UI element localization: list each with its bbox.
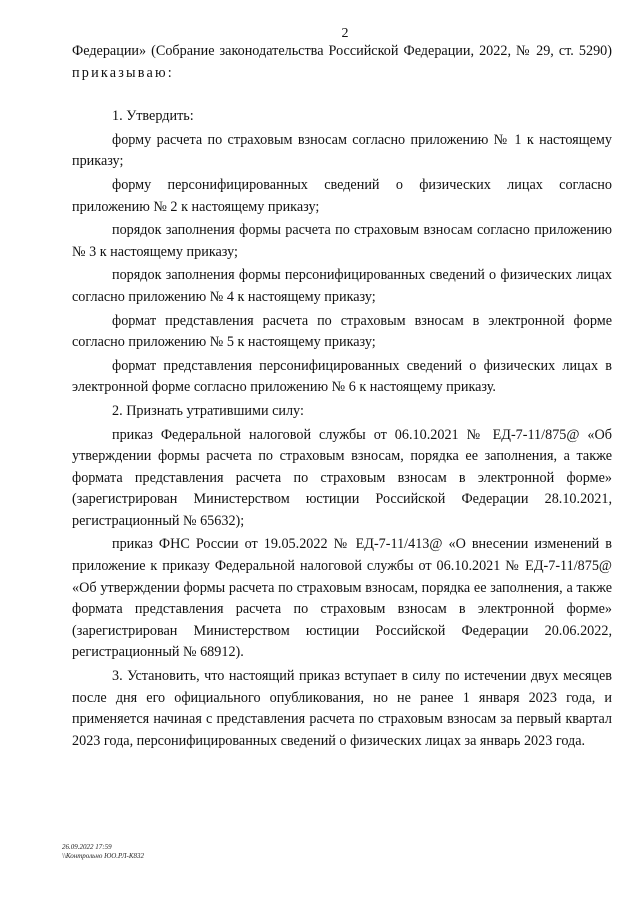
document-footer (62, 843, 144, 861)
section-2-item-2: приказ ФНС России от 19.05.2022 № ЕД-7-11/413@ «О внесении изменений в приложение к приказу Федеральной налоговой службы от 06.10.2021 № ЕД-7-11/875@ «Об утверждении формы расчета по страховым взносам, порядка ее заполнения, а также формата представления расчета по страховым взносам в электронной форме» (зарегистрирован Министерством юстиции Российской Федерации 20.06.2022, регистрационный № 68912). (72, 536, 612, 661)
intro-paragraph (72, 41, 612, 84)
section-1-item-1: форму расчета по страховым взносам согласно приложению № 1 к настоящему приказу; (72, 131, 612, 170)
section-2-heading: 2. Признать утратившими силу: (112, 402, 304, 419)
section-1-item-6: формат представления персонифицированных сведений о физических лицах в электронной форме согласно приложению № 6 к настоящему приказу. (72, 357, 612, 396)
section-1-item-2: форму персонифицированных сведений о физических лицах согласно приложению № 2 к настоящему приказу; (72, 176, 612, 215)
order-word: приказываю: (72, 64, 174, 81)
section-1-item-5: формат представления расчета по страховым взносам в электронной форме согласно приложению № 5 к настоящему приказу; (72, 312, 612, 351)
footer-code: \\Контрольно ЮО.РЛ-К832 (62, 852, 144, 860)
section-1-item-3: порядок заполнения формы расчета по страховым взносам согласно приложению № 3 к настоящему приказу; (72, 222, 612, 260)
footer-timestamp: 26.09.2022 17:59 (62, 843, 112, 851)
section-1-item-4: порядок заполнения формы персонифицированных сведений о физических лицах согласно приложению № 4 к настоящему приказу; (72, 267, 612, 305)
section-1-heading: 1. Утвердить: (112, 108, 194, 125)
page-number: 2 (341, 26, 349, 41)
document-body (72, 41, 612, 752)
section-3-paragraph: 3. Установить, что настоящий приказ вступает в силу по истечении двух месяцев после дня его официального опубликования, но не ранее 1 января 2023 года, и применяется начиная с представления расчета по страховым взносам за первый квартал 2023 года, персонифицированных сведений о физических лицах за январь 2023 года. (72, 668, 612, 749)
section-2-item-1: приказ Федеральной налоговой службы от 06.10.2021 № ЕД-7-11/875@ «Об утверждении формы расчета по страховым взносам, порядка ее заполнения, а также формата представления расчета по страховым взносам в электронной форме» (зарегистрирован Министерством юстиции Российской Федерации 28.10.2021, регистрационный № 65632); (72, 426, 612, 529)
intro-text: Федерации» (Собрание законодательства Российской Федерации, 2022, № 29, ст. 5290) (72, 43, 612, 59)
